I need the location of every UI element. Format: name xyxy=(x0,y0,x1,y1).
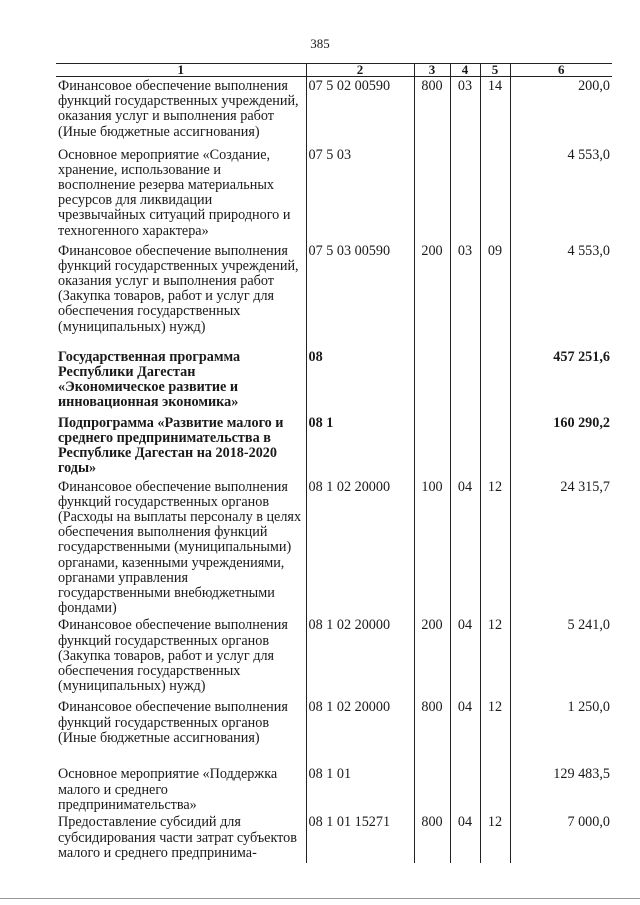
row-pr: 12 xyxy=(480,698,510,765)
table-row xyxy=(56,77,612,146)
budget-table xyxy=(56,63,612,863)
header-col-1: 1 xyxy=(56,64,306,77)
row-rz: 04 xyxy=(450,616,480,698)
row-vr xyxy=(414,765,450,813)
row-name: Подпрограмма «Развитие малого и среднего предпринимательства в Республике Дагестан на 2018-2020 годы» xyxy=(58,414,284,477)
row-sum: 200,0 xyxy=(510,77,612,146)
row-vr xyxy=(414,146,450,242)
row-name: Основное мероприятие «Поддержка малого и среднего предпринимательства» xyxy=(58,766,278,813)
row-vr: 200 xyxy=(414,242,450,348)
row-name: Финансовое обеспечение выполнения функций государственных учреждений, оказания услуг и выполнения работ (Закупка товаров, работ и услуг для обеспечения государственных (муниципальных) нужд) xyxy=(58,242,299,335)
page-number: 385 xyxy=(310,36,330,51)
table-row xyxy=(56,414,612,478)
row-rz: 04 xyxy=(450,698,480,765)
row-name: Предоставление субсидий для субсидирования части затрат субъектов малого и среднего предпринима- xyxy=(58,814,297,861)
table-row xyxy=(56,765,612,813)
row-sum: 24 315,7 xyxy=(510,478,612,617)
header-col-5: 5 xyxy=(480,64,510,77)
row-vr xyxy=(414,414,450,478)
row-code: 07 5 03 00590 xyxy=(306,242,414,348)
header-col-3: 3 xyxy=(414,64,450,77)
row-pr xyxy=(480,348,510,414)
row-pr: 12 xyxy=(480,478,510,617)
table-row xyxy=(56,813,612,863)
row-rz xyxy=(450,414,480,478)
row-vr xyxy=(414,348,450,414)
row-rz xyxy=(450,146,480,242)
row-pr xyxy=(480,414,510,478)
row-code: 08 1 02 20000 xyxy=(306,478,414,617)
row-sum: 4 553,0 xyxy=(510,242,612,348)
row-rz xyxy=(450,765,480,813)
row-sum: 7 000,0 xyxy=(510,813,612,863)
row-code: 08 1 01 xyxy=(306,765,414,813)
table-row xyxy=(56,146,612,242)
row-rz xyxy=(450,348,480,414)
row-code: 08 xyxy=(306,348,414,414)
row-sum: 5 241,0 xyxy=(510,616,612,698)
table-header-row xyxy=(56,64,612,77)
row-pr xyxy=(480,765,510,813)
table-row xyxy=(56,242,612,348)
table-body xyxy=(56,77,612,864)
row-pr: 12 xyxy=(480,616,510,698)
row-sum: 4 553,0 xyxy=(510,146,612,242)
row-name: Финансовое обеспечение выполнения функций государственных органов (Расходы на выплаты персоналу в целях обеспечения выполнения функций государственными (муниципальными) органами, казенными учреждениями, органами управления государственными внебюджетными фондами) xyxy=(58,478,302,617)
row-code: 08 1 xyxy=(306,414,414,478)
table-row xyxy=(56,698,612,765)
row-sum: 457 251,6 xyxy=(510,348,612,414)
row-name: Финансовое обеспечение выполнения функций государственных учреждений, оказания услуг и выполнения работ (Иные бюджетные ассигнования) xyxy=(58,78,299,140)
page-bottom-rule xyxy=(0,898,640,899)
row-code: 07 5 03 xyxy=(306,146,414,242)
row-pr: 12 xyxy=(480,813,510,863)
row-code: 07 5 02 00590 xyxy=(306,77,414,146)
table-row xyxy=(56,616,612,698)
row-sum: 160 290,2 xyxy=(510,414,612,478)
table-row xyxy=(56,478,612,617)
table-row xyxy=(56,348,612,414)
row-pr xyxy=(480,146,510,242)
header-col-4: 4 xyxy=(450,64,480,77)
row-vr: 800 xyxy=(414,77,450,146)
row-vr: 800 xyxy=(414,813,450,863)
row-name: Финансовое обеспечение выполнения функций государственных органов (Иные бюджетные ассигнования) xyxy=(58,699,288,746)
row-code: 08 1 02 20000 xyxy=(306,698,414,765)
row-name: Государственная программа Республики Дагестан «Экономическое развитие и инновационная экономика» xyxy=(58,348,241,411)
row-rz: 03 xyxy=(450,77,480,146)
row-sum: 129 483,5 xyxy=(510,765,612,813)
row-name: Основное мероприятие «Создание, хранение, использование и восполнение резерва материальных ресурсов для ликвидации чрезвычайных ситуаций природного и техногенного характера» xyxy=(58,146,291,239)
row-pr: 14 xyxy=(480,77,510,146)
header-col-2: 2 xyxy=(306,64,414,77)
row-vr: 800 xyxy=(414,698,450,765)
row-name: Финансовое обеспечение выполнения функций государственных органов (Закупка товаров, работ и услуг для обеспечения государственных (муниципальных) нужд) xyxy=(58,617,288,695)
row-sum: 1 250,0 xyxy=(510,698,612,765)
header-col-6: 6 xyxy=(510,64,612,77)
row-rz: 04 xyxy=(450,478,480,617)
row-code: 08 1 01 15271 xyxy=(306,813,414,863)
row-rz: 04 xyxy=(450,813,480,863)
row-vr: 200 xyxy=(414,616,450,698)
row-code: 08 1 02 20000 xyxy=(306,616,414,698)
row-pr: 09 xyxy=(480,242,510,348)
row-rz: 03 xyxy=(450,242,480,348)
row-vr: 100 xyxy=(414,478,450,617)
